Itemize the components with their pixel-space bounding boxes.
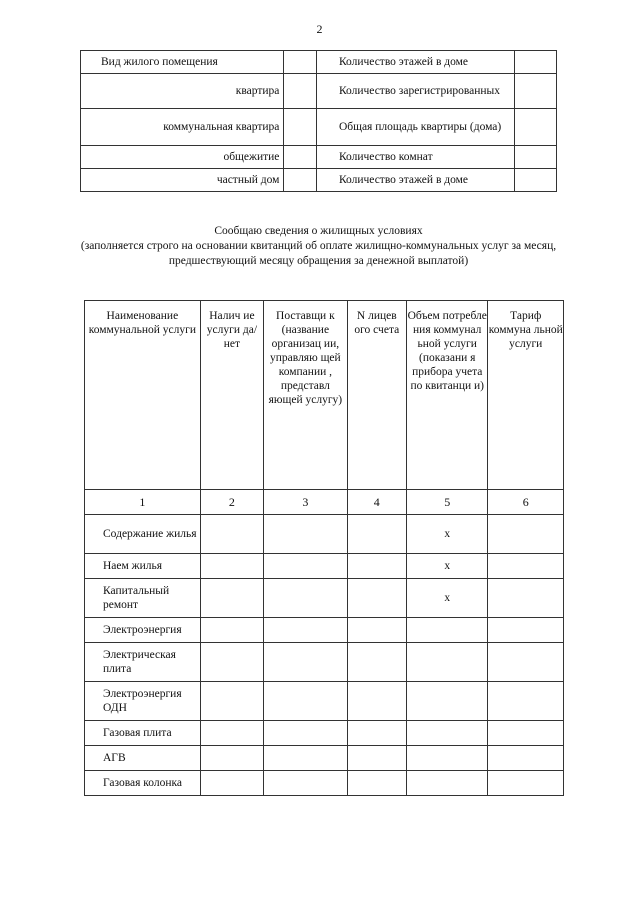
floors-header-value[interactable]: [515, 51, 557, 74]
utility-row: [85, 682, 564, 721]
col-header-service-name: Наименование коммунальной услуги: [85, 301, 201, 490]
utility-input-cell[interactable]: [347, 771, 406, 796]
utility-name: Электрическая плита: [85, 643, 201, 682]
utility-consumption-cell[interactable]: x: [406, 579, 488, 618]
utility-input-cell[interactable]: [488, 721, 564, 746]
housing-row: [81, 74, 557, 109]
housing-type-header-blank: [284, 51, 317, 74]
column-number: 1: [85, 490, 201, 515]
utility-input-cell[interactable]: [264, 721, 348, 746]
column-number: 2: [200, 490, 263, 515]
utility-input-cell[interactable]: [488, 515, 564, 554]
housing-type-check[interactable]: [284, 146, 317, 169]
col-header-availability: Налич ие услуги да/нет: [200, 301, 263, 490]
housing-row: [81, 146, 557, 169]
utility-input-cell[interactable]: [200, 643, 263, 682]
col-header-consumption: Объем потребле ния коммунал ьной услуги (показани я прибора учета по квитанци и): [406, 301, 488, 490]
housing-type-check[interactable]: [284, 109, 317, 146]
housing-field-value[interactable]: [515, 169, 557, 192]
utility-row: [85, 746, 564, 771]
utility-input-cell[interactable]: [200, 721, 263, 746]
utility-consumption-cell[interactable]: x: [406, 554, 488, 579]
utility-input-cell[interactable]: [488, 618, 564, 643]
col-header-provider: Поставщи к (название организац ии, управляю щей компании , представл яющей услугу): [264, 301, 348, 490]
utility-consumption-cell[interactable]: [406, 618, 488, 643]
utility-input-cell[interactable]: [488, 554, 564, 579]
utility-name: Капитальный ремонт: [85, 579, 201, 618]
utility-name: Электроэнергия: [85, 618, 201, 643]
housing-field-label: Общая площадь квартиры (дома): [316, 109, 514, 146]
housing-field-label: Количество этажей в доме: [316, 169, 514, 192]
utility-row: [85, 771, 564, 796]
housing-field-label: Количество комнат: [316, 146, 514, 169]
utility-input-cell[interactable]: [347, 515, 406, 554]
utility-input-cell[interactable]: [264, 643, 348, 682]
utility-row: [85, 643, 564, 682]
col-header-tariff: Тариф коммуна льной услуги: [488, 301, 564, 490]
utility-row: [85, 618, 564, 643]
housing-type-check[interactable]: [284, 74, 317, 109]
housing-row: [81, 169, 557, 192]
housing-field-value[interactable]: [515, 146, 557, 169]
utilities-header-row: [85, 301, 564, 490]
utility-input-cell[interactable]: [200, 515, 263, 554]
utility-input-cell[interactable]: [347, 721, 406, 746]
utility-input-cell[interactable]: [488, 682, 564, 721]
housing-type-label: квартира: [81, 74, 284, 109]
utility-row: [85, 579, 564, 618]
section-heading: [80, 224, 557, 269]
utility-row: [85, 515, 564, 554]
utility-input-cell[interactable]: [488, 771, 564, 796]
utility-input-cell[interactable]: [200, 771, 263, 796]
column-number: 6: [488, 490, 564, 515]
housing-type-table: [80, 50, 557, 192]
utility-name: АГВ: [85, 746, 201, 771]
housing-type-label: коммунальная квартира: [81, 109, 284, 146]
utility-input-cell[interactable]: [264, 771, 348, 796]
utility-input-cell[interactable]: [264, 618, 348, 643]
utility-input-cell[interactable]: [488, 746, 564, 771]
utility-name: Газовая плита: [85, 721, 201, 746]
housing-type-header: Вид жилого помещения: [81, 51, 284, 74]
section-heading-title: Сообщаю сведения о жилищных условиях: [214, 225, 423, 237]
housing-table-header-row: [81, 51, 557, 74]
utility-consumption-cell[interactable]: [406, 721, 488, 746]
utility-input-cell[interactable]: [264, 579, 348, 618]
utility-input-cell[interactable]: [488, 643, 564, 682]
utility-input-cell[interactable]: [200, 554, 263, 579]
section-heading-note: (заполняется строго на основании квитанций об оплате жилищно-коммунальных услуг за месяц, предшествующий месяцу обращения за денежной выплатой): [80, 240, 557, 267]
utility-input-cell[interactable]: [264, 746, 348, 771]
utility-consumption-cell[interactable]: [406, 643, 488, 682]
housing-type-label: частный дом: [81, 169, 284, 192]
utility-input-cell[interactable]: [347, 643, 406, 682]
column-number: 3: [264, 490, 348, 515]
housing-row: [81, 109, 557, 146]
utility-name: Содержание жилья: [85, 515, 201, 554]
utility-consumption-cell[interactable]: x: [406, 515, 488, 554]
housing-type-check[interactable]: [284, 169, 317, 192]
page-number: 2: [316, 22, 323, 36]
utility-name: Наем жилья: [85, 554, 201, 579]
utility-input-cell[interactable]: [264, 682, 348, 721]
column-numbers-row: [85, 490, 564, 515]
housing-type-label: общежитие: [81, 146, 284, 169]
housing-field-label: Количество зарегистрированных: [316, 74, 514, 109]
housing-field-value[interactable]: [515, 74, 557, 109]
utility-input-cell[interactable]: [347, 682, 406, 721]
utility-consumption-cell[interactable]: [406, 746, 488, 771]
col-header-account-number: N лицев ого счета: [347, 301, 406, 490]
housing-field-value[interactable]: [515, 109, 557, 146]
utility-row: [85, 721, 564, 746]
utility-input-cell[interactable]: [200, 618, 263, 643]
column-number: 5: [406, 490, 488, 515]
utility-input-cell[interactable]: [347, 746, 406, 771]
utility-row: [85, 554, 564, 579]
column-number: 4: [347, 490, 406, 515]
utility-input-cell[interactable]: [200, 746, 263, 771]
utility-input-cell[interactable]: [264, 554, 348, 579]
utilities-table: [84, 300, 564, 796]
utility-input-cell[interactable]: [200, 682, 263, 721]
utility-input-cell[interactable]: [347, 618, 406, 643]
utility-name: Электроэнергия ОДН: [85, 682, 201, 721]
utility-input-cell[interactable]: [347, 554, 406, 579]
floors-header: Количество этажей в доме: [316, 51, 514, 74]
utility-input-cell[interactable]: [264, 515, 348, 554]
utility-input-cell[interactable]: [200, 579, 263, 618]
utility-name: Газовая колонка: [85, 771, 201, 796]
utility-input-cell[interactable]: [488, 579, 564, 618]
utility-consumption-cell[interactable]: [406, 771, 488, 796]
utility-input-cell[interactable]: [347, 579, 406, 618]
utility-consumption-cell[interactable]: [406, 682, 488, 721]
